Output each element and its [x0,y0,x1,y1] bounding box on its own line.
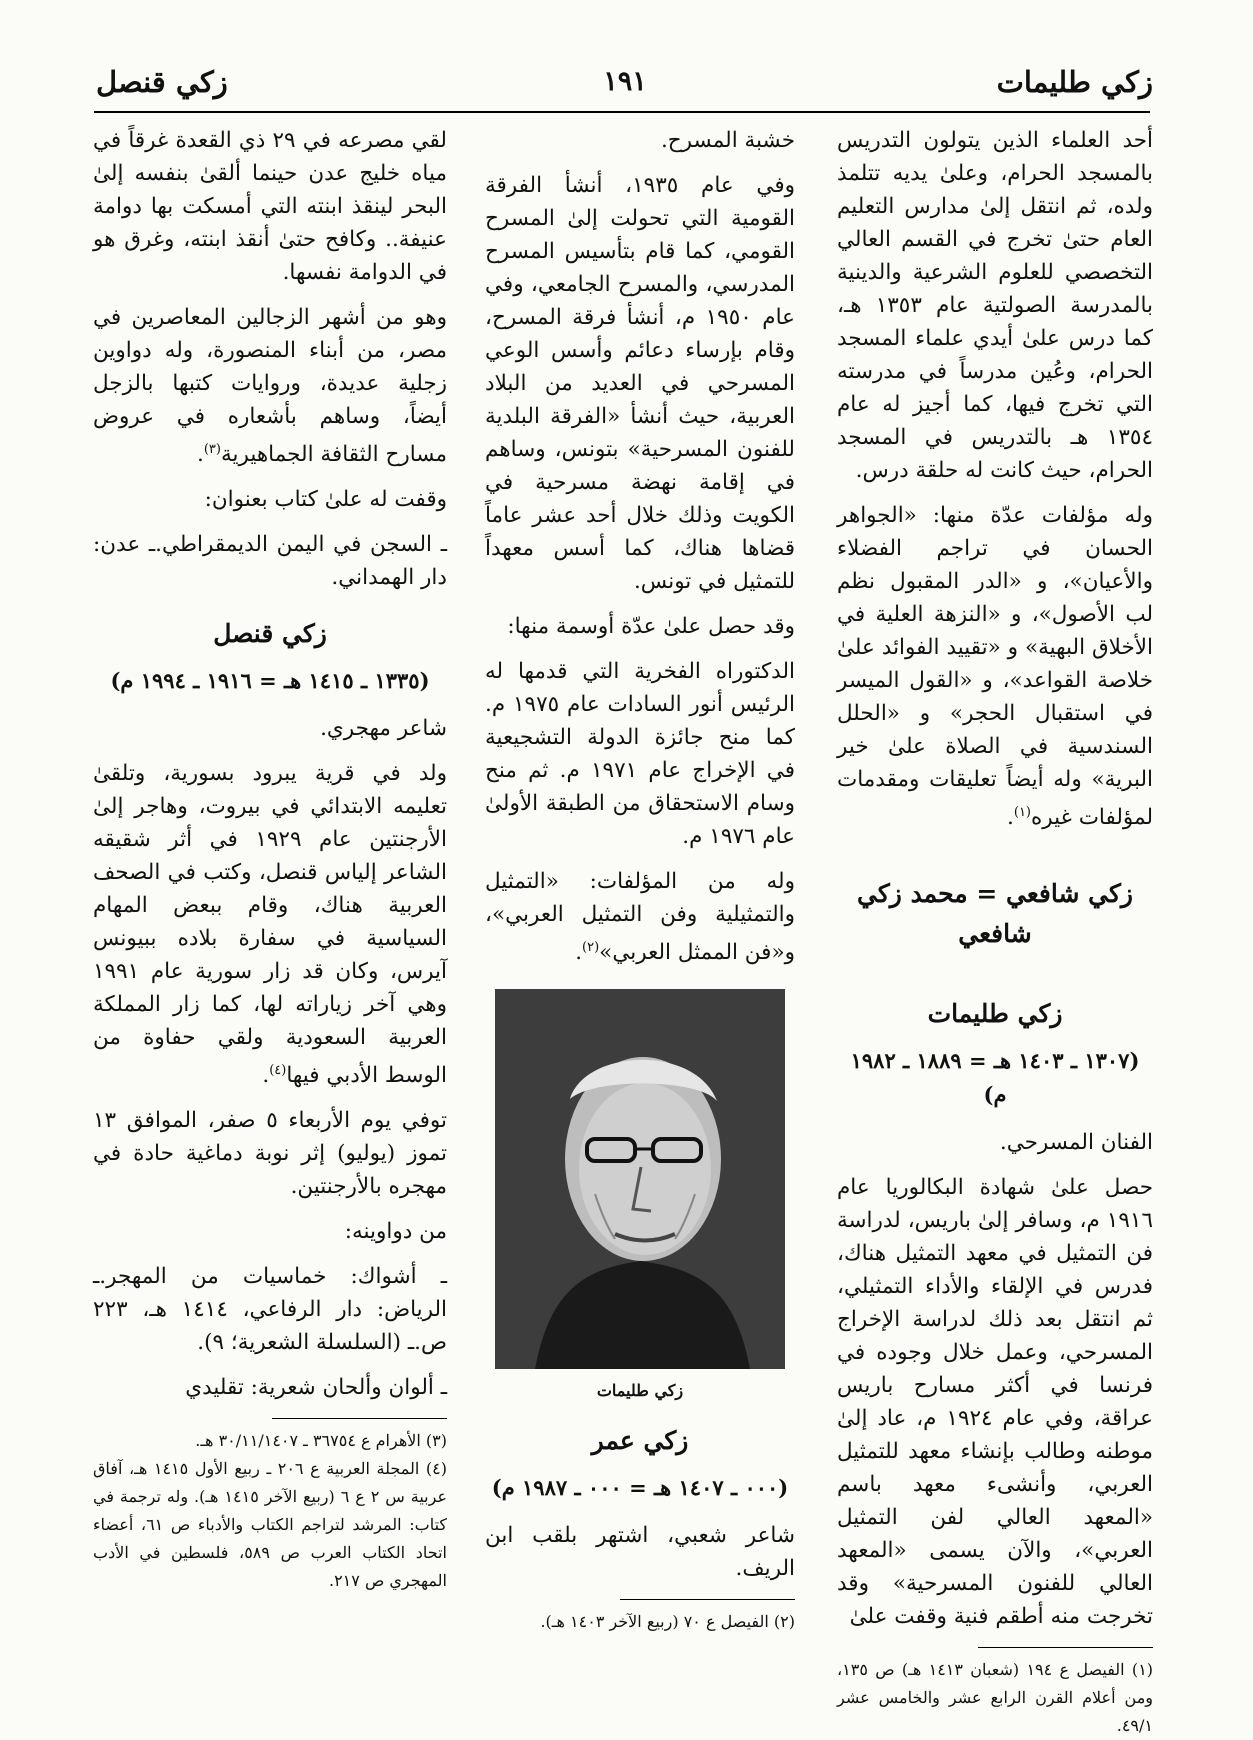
paragraph-text: ولد في قرية يبرود بسورية، وتلقىٰ تعليمه الابتدائي في بيروت، وهاجر إلىٰ الأرجنتين عام ١٩٢٩ في أثر شقيقه الشاعر إلياس قنصل، وكتب في الصحف العربية هناك، وقام ببعض المهام السياسية في سفارة بلاده ببيونس آيرس، وكان قد زار سورية عام ١٩٩١ وهي آخر زياراته لها، كما زار المملكة العربية السعودية ولقي حفاوة من الوسط الأدبي فيها [93,761,447,1089]
entry-title: زكي عمر [591,1426,689,1456]
entry-role: شاعر مهجري. [320,716,447,742]
header-rule [94,111,1150,113]
paragraph-text: وله من المؤلفات: «التمثيل والتمثيلية وفن التمثيل العربي»، و«فن الممثل العربي» [485,869,795,966]
paragraph: شاعر شعبي، اشتهر بلقب ابن الريف. [485,1523,795,1582]
footnote-ref: (٣) [203,442,221,457]
paragraph: خشبة المسرح. [660,128,795,153]
entry-dates: (١٣٠٧ ـ ١٤٠٣ هـ = ١٨٨٩ ـ ١٩٨٢ م) [850,1048,1140,1108]
paragraph: لقي مصرعه في ٢٩ ذي القعدة غرقاً في مياه خليج عدن حينما ألقىٰ بنفسه إلىٰ البحر لينقذ ابنته التي أمسكت بها دوامة عنيفة.. وكافح حتىٰ أنقذ ابنته، وغرق هو في الدوامة نفسها. [93,128,447,285]
paragraph-text: وله مؤلفات عدّة منها: «الجواهر الحسان في تراجم الفضلاء والأعيان»، و «الدر المقبول نظم لب الأصول»، و «النزهة العلية في الأخلاق البهية» و «تقييد الفوائد علىٰ خلاصة القواعد»، و «القول الميسر في استقبال الحجر» و «الحلل السندسية في الصلاة علىٰ خير البرية» وله أيضاً تعليقات ومقدمات لمؤلفات غيره [837,503,1153,831]
paragraph: الدكتوراه الفخرية التي قدمها له الرئيس أنور السادات عام ١٩٧٥ م. كما منح جائزة الدولة التشجيعية في الإخراج عام ١٩٧١ م. ثم منح وسام الاستحقاق من الطبقة الأولىٰ عام ١٩٧٦ م. [485,659,795,849]
footnote-separator [272,1418,447,1419]
paragraph: وله مؤلفات عدّة منها: «الجواهر الحسان في تراجم الفضلاء والأعيان»، و «الدر المقبول نظم لب الأصول»، و «النزهة العلية في الأخلاق البهية» و «تقييد الفوائد علىٰ خلاصة القواعد»، و «القول الميسر في استقبال الحجر» و «الحلل السندسية في الصلاة علىٰ خير البرية» وله أيضاً تعليقات ومقدمات لمؤلفات غيره$^{(١)}$. [837,503,1153,831]
cross-reference: زكي شافعي = محمد زكي شافعي [857,879,1133,949]
paragraph: وله من المؤلفات: «التمثيل والتمثيلية وفن التمثيل العربي»، و«فن الممثل العربي»$^{(٢)}$. [485,869,795,966]
page-number: ١٩١ [603,66,647,97]
paragraph-text: وهو من أشهر الزجالين المعاصرين في مصر، من أبناء المنصورة، وله دواوين زجلية عديدة، وروايات كتبها بالزجل أيضاً، وساهم بأشعاره في عروض مسارح الثقافة الجماهيرية [93,305,447,468]
footnote-separator [978,1647,1153,1648]
right-column [837,124,1153,1740]
left-column [93,124,447,1595]
entry-dates: (١٣٣٥ ـ ١٤١٥ هـ = ١٩١٦ ـ ١٩٩٤ م) [110,668,430,694]
paragraph: وفي عام ١٩٣٥، أنشأ الفرقة القومية التي تحولت إلىٰ المسرح القومي، كما قام بتأسيس المسرح المدرسي، والمسرح الجامعي، وفي عام ١٩٥٠ م، أنشأ فرقة المسرح، وقام بإرساء دعائم وأسس الوعي المسرحي في العديد من البلاد العربية، حيث أنشأ «الفرقة البلدية للفنون المسرحية» بتونس، وساهم في إقامة نهضة مسرحية في الكويت وذلك خلال أحد عشر عاماً قضاها هناك، كما أسس معهداً للتمثيل في تونس. [485,173,795,594]
footnote-ref: (٢) [582,940,600,955]
middle-column [485,124,795,1636]
footnote-ref: (١) [1013,805,1031,820]
paragraph: ولد في قرية يبرود بسورية، وتلقىٰ تعليمه الابتدائي في بيروت، وهاجر إلىٰ الأرجنتين عام ١٩٢٩ في أثر شقيقه الشاعر إلياس قنصل، وكتب في الصحف العربية هناك، وقام ببعض المهام السياسية في سفارة بلاده ببيونس آيرس، وكان قد زار سورية عام ١٩٩١ وهي آخر زياراته لها، كما زار المملكة العربية السعودية ولقي حفاوة من الوسط الأدبي فيها$^{(٤)}$. [93,761,447,1089]
entry-title: زكي قنصل [213,619,327,649]
footnote: (٣) الأهرام ع ٣٦٧٥٤ ـ ٣٠/١١/١٤٠٧ هـ. [195,1431,447,1451]
list-item: ـ أشواك: خماسيات من المهجر.ـ الرياض: دار الرفاعي، ١٤١٤ هـ، ٢٢٣ ص.ـ (السلسلة الشعرية؛ ٩). [93,1264,448,1356]
list-item: ـ ألوان وألحان شعرية: تقليدي [185,1375,447,1401]
footnote: (٢) الفيصل ع ٧٠ (ربيع الآخر ١٤٠٣ هـ). [540,1612,795,1632]
footnote-ref: (٤) [269,1063,287,1079]
paragraph: توفي يوم الأربعاء ٥ صفر، الموافق ١٣ تموز (يوليو) إثر نوبة دماغية حادة في مهجره بالأرجنتين. [93,1108,447,1200]
running-header-right: زكي طليمات [996,65,1153,99]
paragraph: وقد حصل علىٰ عدّة أوسمة منها: [507,614,795,639]
footnote: (٤) المجلة العربية ع ٢٠٦ ـ ربيع الأول ١٤١٥ هـ، آفاق عربية س ٢ ع ٦ (ربيع الآخر ١٤١٥ هـ). وله ترجمة في كتاب: المرشد لتراجم الكتاب والأدباء ص ٦١، أعضاء اتحاد الكتاب العرب ص ٥٨٩، فلسطين في الأدب المهجري ص ٢١٧. [93,1459,448,1591]
entry-title: زكي طليمات [927,999,1063,1029]
paragraph: من دواوينه: [344,1219,447,1245]
portrait-photo [495,989,785,1369]
paragraph: حصل علىٰ شهادة البكالوريا عام ١٩١٦ م، وسافر إلىٰ باريس، لدراسة فن التمثيل في معهد التمثيل هناك، فدرس في الإلقاء والأداء التمثيلي، ثم انتقل بعد ذلك لدراسة الإخراج المسرحي، وعمل خلال وجوده في فرنسا في أكثر مسارح باريس عراقة، وفي عام ١٩٢٤ م، عاد إلىٰ موطنه وطالب بإنشاء معهد للتمثيل العربي، وأنشىء معهد باسم «المعهد العالي لفن التمثيل العربي»، والآن يسمى «المعهد العالي للفنون المسرحية» وقد تخرجت منه أطقم فنية وقفت علىٰ [837,1175,1154,1630]
paragraph: وقفت له علىٰ كتاب بعنوان: [204,487,447,513]
portrait-illustration [495,989,785,1369]
entry-dates: (٠٠٠ ـ ١٤٠٧ هـ = ٠٠٠ ـ ١٩٨٧ م) [491,1475,789,1501]
paragraph: أحد العلماء الذين يتولون التدريس بالمسجد الحرام، وعلىٰ يديه تتلمذ ولده، ثم انتقل إلىٰ مدارس التعليم العام حتىٰ تخرج في القسم العالي التخصصي للعلوم الشرعية والدينية بالمدرسة الصولتية عام ١٣٥٣ هـ، كما درس علىٰ أيدي علماء المسجد الحرام، وعُين مدرساً في مدرسته التي تخرج فيها، كما أجيز له عام ١٣٥٤ هـ بالتدريس في المسجد الحرام، حيث كانت له حلقة درس. [837,128,1153,483]
list-item: ـ السجن في اليمن الديمقراطي.ـ عدن: دار الهمداني. [93,532,447,591]
paragraph: وهو من أشهر الزجالين المعاصرين في مصر، من أبناء المنصورة، وله دواوين زجلية عديدة، وروايات كتبها بالزجل أيضاً، وساهم بأشعاره في عروض مسارح الثقافة الجماهيرية$^{(٣)}$. [93,305,447,468]
entry-role: الفنان المسرحي. [999,1130,1153,1156]
running-header-left: زكي قنصل [96,65,228,99]
footnote: (١) الفيصل ع ١٩٤ (شعبان ١٤١٣ هـ) ص ١٣٥، ومن أعلام القرن الرابع عشر والخامس عشر ٤٩/١. [837,1660,1154,1736]
photo-caption: زكي طليمات [596,1381,684,1401]
footnote-separator [620,1599,795,1600]
